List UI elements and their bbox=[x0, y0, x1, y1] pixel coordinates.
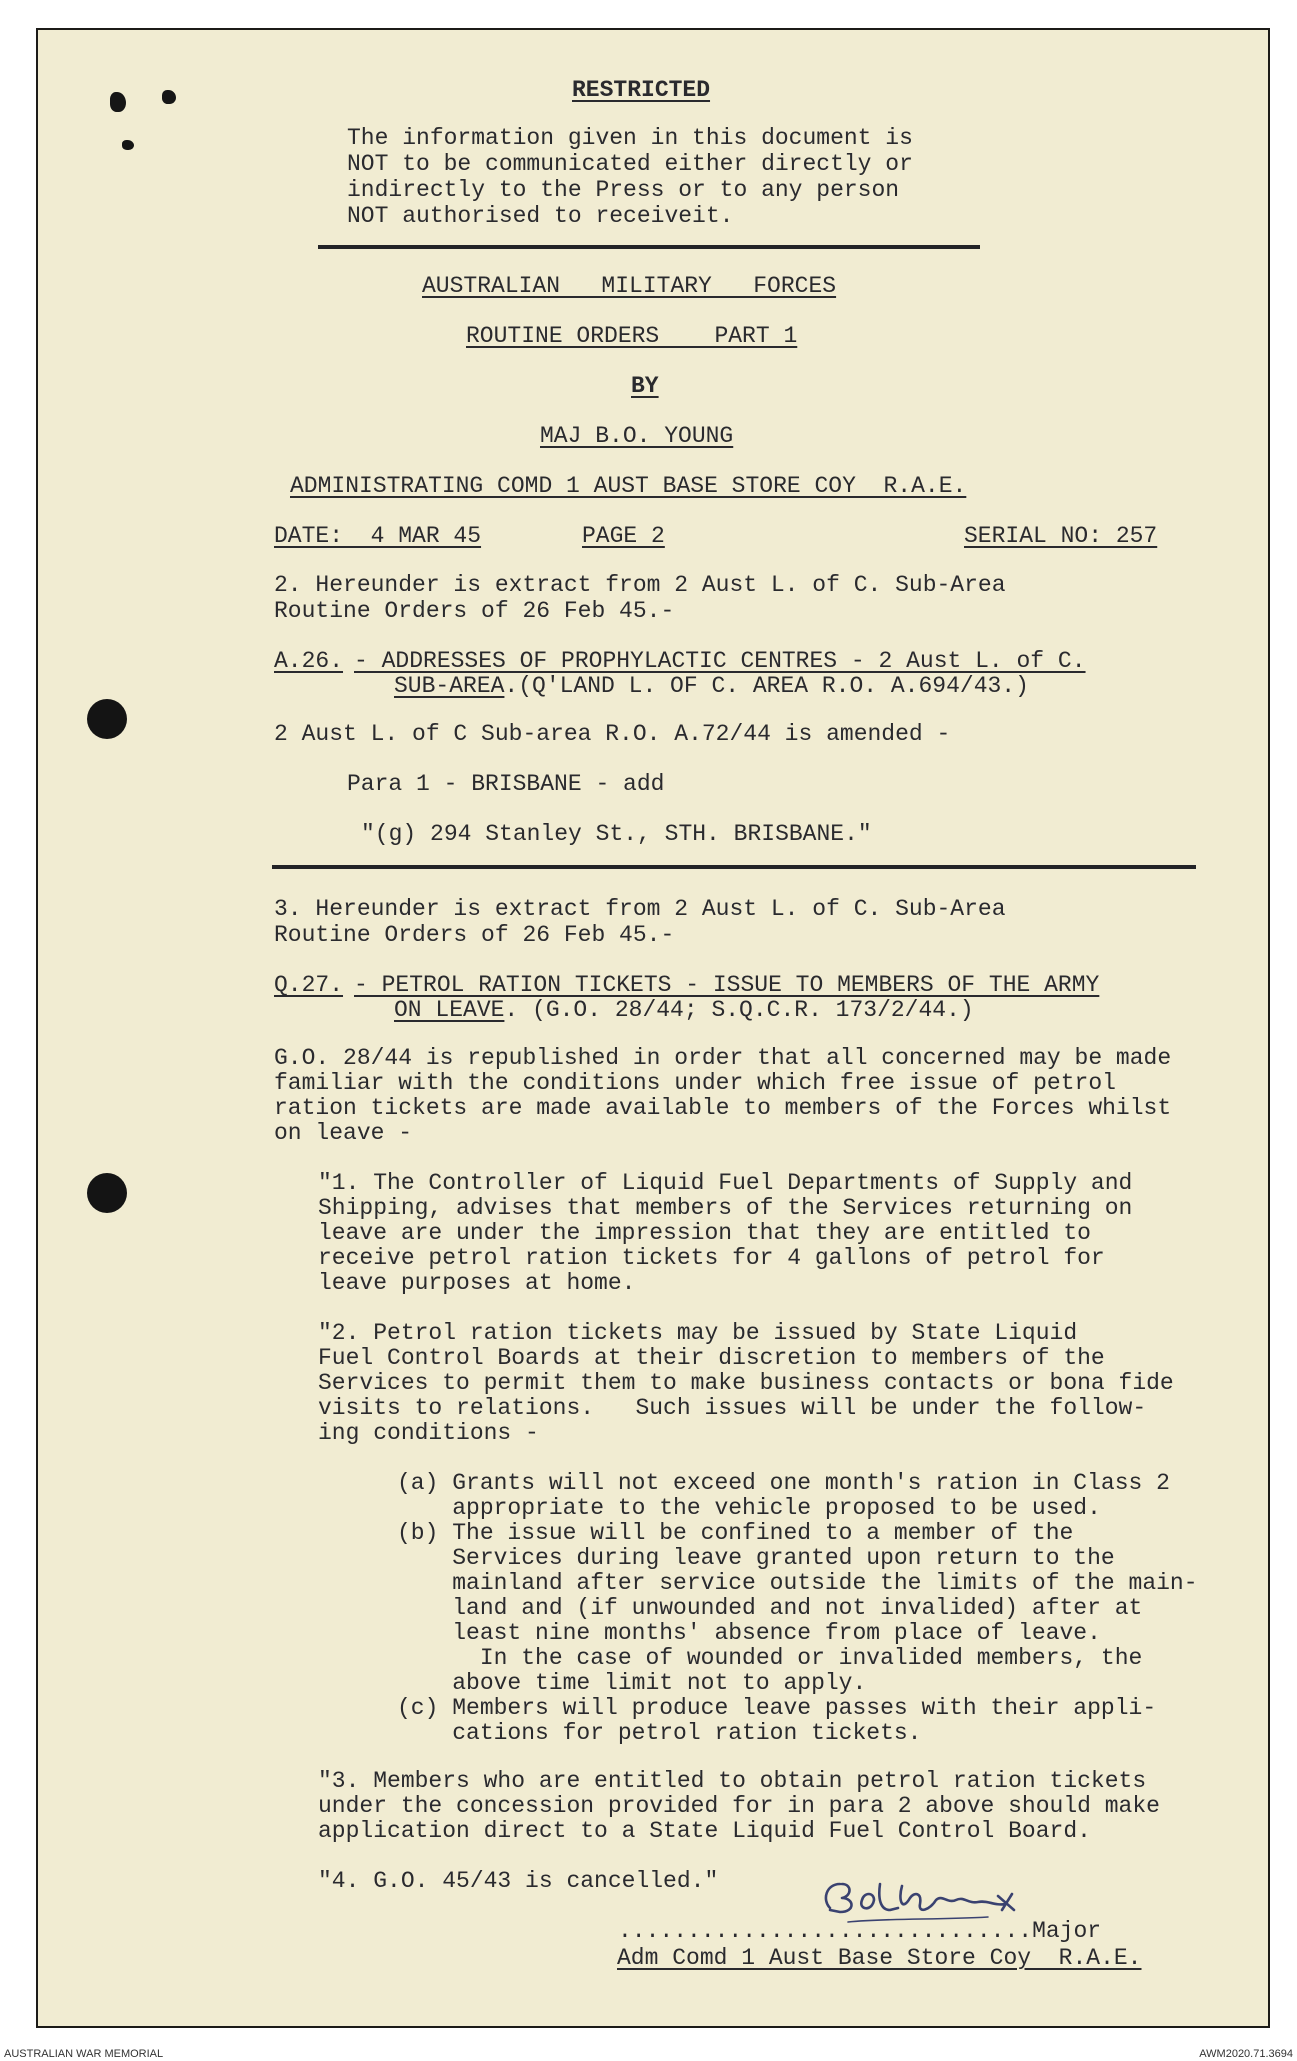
title-line: MAJ B.O. YOUNG bbox=[540, 423, 734, 449]
quoted-para: "4. G.O. 45/43 is cancelled." bbox=[318, 1868, 719, 1894]
signature-dots: ..............................Major bbox=[618, 1918, 1102, 1944]
quoted-para: Services to permit them to make business contacts or bona fide bbox=[318, 1370, 1174, 1396]
notice-line: NOT to be communicated either directly or bbox=[347, 151, 913, 177]
heading-on-leave: ON LEAVE bbox=[394, 997, 505, 1023]
notice-line: The information given in this document is bbox=[347, 125, 913, 151]
condition-line: least nine months' absence from place of leave. bbox=[397, 1620, 1101, 1646]
heading-reference: . (G.O. 28/44; S.Q.C.R. 173/2/44.) bbox=[504, 997, 974, 1023]
signature-title: Adm Comd 1 Aust Base Store Coy R.A.E. bbox=[617, 1945, 1142, 1971]
restricted-label: RESTRICTED bbox=[572, 77, 711, 103]
section-intro: 3. Hereunder is extract from 2 Aust L. of C. Sub-Area bbox=[274, 896, 1006, 922]
quoted-para: "1. The Controller of Liquid Fuel Departments of Supply and bbox=[318, 1170, 1133, 1196]
condition-line: In the case of wounded or invalided members, the bbox=[397, 1645, 1143, 1671]
ink-speck bbox=[122, 140, 134, 150]
title-line: AUSTRALIAN MILITARY FORCES bbox=[422, 273, 837, 299]
condition-line: Services during leave granted upon return to the bbox=[397, 1545, 1115, 1571]
divider bbox=[318, 245, 980, 249]
order-heading: - ADDRESSES OF PROPHYLACTIC CENTRES - 2 Aust L. of C. bbox=[354, 648, 1086, 674]
notice-line: indirectly to the Press or to any person bbox=[347, 177, 900, 203]
body-line: familiar with the conditions under which free issue of petrol bbox=[274, 1070, 1116, 1096]
quoted-para: visits to relations. Such issues will be under the follow- bbox=[318, 1395, 1147, 1421]
body-line: 2 Aust L. of C Sub-area R.O. A.72/44 is amended - bbox=[274, 721, 951, 747]
quoted-para: under the concession provided for in para 2 above should make bbox=[318, 1793, 1160, 1819]
body-line: G.O. 28/44 is republished in order that all concerned may be made bbox=[274, 1045, 1172, 1071]
order-heading: - PETROL RATION TICKETS - ISSUE TO MEMBERS OF THE ARMY bbox=[354, 972, 1100, 998]
condition-line: cations for petrol ration tickets. bbox=[397, 1720, 922, 1746]
notice-line: NOT authorised to receiveit. bbox=[347, 203, 734, 229]
section-intro: 2. Hereunder is extract from 2 Aust L. of C. Sub-Area bbox=[274, 572, 1006, 598]
quoted-para: Shipping, advises that members of the Services returning on bbox=[318, 1195, 1133, 1221]
title-line: ADMINISTRATING COMD 1 AUST BASE STORE COY R.A.E. bbox=[290, 473, 967, 499]
quoted-para: application direct to a State Liquid Fuel Control Board. bbox=[318, 1818, 1091, 1844]
condition-line: above time limit not to apply. bbox=[397, 1670, 867, 1696]
condition-line: appropriate to the vehicle proposed to be used. bbox=[397, 1495, 1101, 1521]
quoted-para: Fuel Control Boards at their discretion to members of the bbox=[318, 1345, 1105, 1371]
quoted-para: ing conditions - bbox=[318, 1420, 539, 1446]
heading-reference: .(Q'LAND L. OF C. AREA R.O. A.694/43.) bbox=[504, 673, 1029, 699]
footer-reference: AWM2020.71.3694 bbox=[1199, 2048, 1293, 2060]
condition-line: (c) Members will produce leave passes with their appli- bbox=[397, 1695, 1157, 1721]
condition-line: land and (if unwounded and not invalided) after at bbox=[397, 1595, 1143, 1621]
order-heading bbox=[394, 997, 974, 1023]
quoted-para: leave purposes at home. bbox=[318, 1270, 636, 1296]
body-line: on leave - bbox=[274, 1120, 413, 1146]
order-heading bbox=[394, 673, 1029, 699]
date-field: DATE: 4 MAR 45 bbox=[274, 523, 482, 549]
quoted-para: leave are under the impression that they are entitled to bbox=[318, 1220, 1091, 1246]
divider bbox=[272, 865, 1196, 869]
section-intro: Routine Orders of 26 Feb 45.- bbox=[274, 922, 675, 948]
heading-subarea: SUB-AREA bbox=[394, 673, 505, 699]
title-line: BY bbox=[631, 373, 659, 399]
body-line: "(g) 294 Stanley St., STH. BRISBANE." bbox=[361, 821, 872, 847]
document-page bbox=[36, 28, 1270, 2028]
body-line: Para 1 - BRISBANE - add bbox=[347, 771, 665, 797]
ink-speck bbox=[162, 90, 176, 104]
condition-line: mainland after service outside the limits of the main- bbox=[397, 1570, 1198, 1596]
quoted-para: "2. Petrol ration tickets may be issued by State Liquid bbox=[318, 1320, 1078, 1346]
ink-speck bbox=[110, 92, 126, 112]
condition-line: (a) Grants will not exceed one month's ration in Class 2 bbox=[397, 1470, 1170, 1496]
punch-hole bbox=[87, 699, 127, 739]
footer-credit: AUSTRALIAN WAR MEMORIAL bbox=[4, 2048, 164, 2060]
condition-line: (b) The issue will be confined to a member of the bbox=[397, 1520, 1074, 1546]
quoted-para: "3. Members who are entitled to obtain petrol ration tickets bbox=[318, 1768, 1147, 1794]
punch-hole bbox=[87, 1173, 127, 1213]
page-number: PAGE 2 bbox=[582, 523, 665, 549]
section-intro: Routine Orders of 26 Feb 45.- bbox=[274, 598, 675, 624]
title-line: ROUTINE ORDERS PART 1 bbox=[466, 323, 798, 349]
serial-number: SERIAL NO: 257 bbox=[964, 523, 1158, 549]
quoted-para: receive petrol ration tickets for 4 gallons of petrol for bbox=[318, 1245, 1105, 1271]
order-number: Q.27. bbox=[274, 972, 344, 998]
order-number: A.26. bbox=[274, 648, 344, 674]
body-line: ration tickets are made available to members of the Forces whilst bbox=[274, 1095, 1172, 1121]
